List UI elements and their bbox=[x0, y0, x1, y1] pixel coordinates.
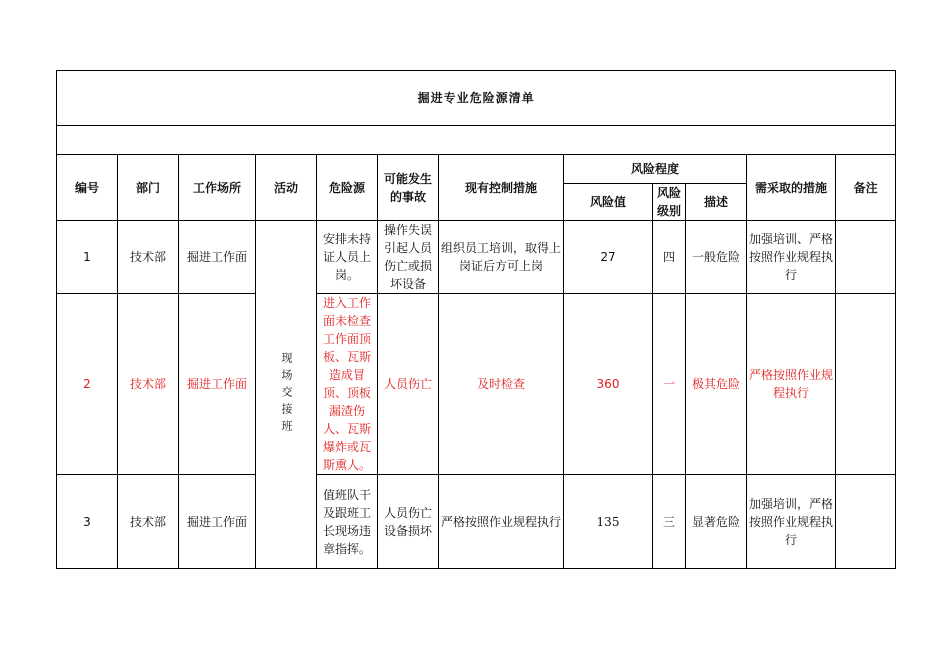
cell-control: 组织员工培训，取得上岗证后方可上岗 bbox=[439, 221, 564, 294]
cell-remarks bbox=[836, 294, 896, 475]
cell-location: 掘进工作面 bbox=[179, 294, 256, 475]
blank-row bbox=[57, 126, 896, 155]
cell-no: 2 bbox=[57, 294, 118, 475]
cell-no: 3 bbox=[57, 475, 118, 569]
hazard-list-table bbox=[56, 70, 896, 569]
cell-dept: 技术部 bbox=[118, 221, 179, 294]
cell-risk-level: 三 bbox=[653, 475, 686, 569]
cell-activity bbox=[256, 221, 317, 569]
header-no: 编号 bbox=[57, 155, 118, 221]
cell-control: 严格按照作业规程执行 bbox=[439, 475, 564, 569]
cell-risk-value: 360 bbox=[564, 294, 653, 475]
cell-location: 掘进工作面 bbox=[179, 221, 256, 294]
cell-remarks bbox=[836, 221, 896, 294]
cell-risk-desc: 极其危险 bbox=[686, 294, 747, 475]
cell-measures: 加强培训，严格按照作业规程执行 bbox=[747, 475, 836, 569]
cell-risk-value: 135 bbox=[564, 475, 653, 569]
header-location: 工作场所 bbox=[179, 155, 256, 221]
activity-text: 现场交接班 bbox=[280, 352, 293, 437]
cell-measures: 加强培训、严格按照作业规程执行 bbox=[747, 221, 836, 294]
header-risk-desc: 描述 bbox=[686, 184, 747, 221]
cell-remarks bbox=[836, 475, 896, 569]
cell-dept: 技术部 bbox=[118, 475, 179, 569]
cell-dept: 技术部 bbox=[118, 294, 179, 475]
header-measures: 需采取的措施 bbox=[747, 155, 836, 221]
header-dept: 部门 bbox=[118, 155, 179, 221]
header-remarks: 备注 bbox=[836, 155, 896, 221]
header-control: 现有控制措施 bbox=[439, 155, 564, 221]
cell-accident: 操作失误引起人员伤亡或损坏设备 bbox=[378, 221, 439, 294]
cell-control: 及时检查 bbox=[439, 294, 564, 475]
header-accident: 可能发生的事故 bbox=[378, 155, 439, 221]
header-risk-value: 风险值 bbox=[564, 184, 653, 221]
cell-no: 1 bbox=[57, 221, 118, 294]
cell-risk-level: 一 bbox=[653, 294, 686, 475]
header-hazard: 危险源 bbox=[317, 155, 378, 221]
cell-location: 掘进工作面 bbox=[179, 475, 256, 569]
cell-measures: 严格按照作业规程执行 bbox=[747, 294, 836, 475]
header-activity: 活动 bbox=[256, 155, 317, 221]
table-row bbox=[57, 294, 896, 475]
table-row bbox=[57, 475, 896, 569]
cell-hazard: 值班队干及跟班工长现场违章指挥。 bbox=[317, 475, 378, 569]
cell-risk-desc: 一般危险 bbox=[686, 221, 747, 294]
header-risk-group: 风险程度 bbox=[564, 155, 747, 184]
cell-accident: 人员伤亡设备损坏 bbox=[378, 475, 439, 569]
cell-risk-value: 27 bbox=[564, 221, 653, 294]
cell-risk-level: 四 bbox=[653, 221, 686, 294]
cell-hazard: 进入工作面未检查工作面顶板、瓦斯造成冒顶、顶板漏渣伤人、瓦斯爆炸或瓦斯熏人。 bbox=[317, 294, 378, 475]
table-row bbox=[57, 221, 896, 294]
page-title: 掘进专业危险源清单 bbox=[57, 71, 896, 126]
cell-hazard: 安排未持证人员上岗。 bbox=[317, 221, 378, 294]
cell-risk-desc: 显著危险 bbox=[686, 475, 747, 569]
cell-accident: 人员伤亡 bbox=[378, 294, 439, 475]
header-risk-level: 风险级别 bbox=[653, 184, 686, 221]
